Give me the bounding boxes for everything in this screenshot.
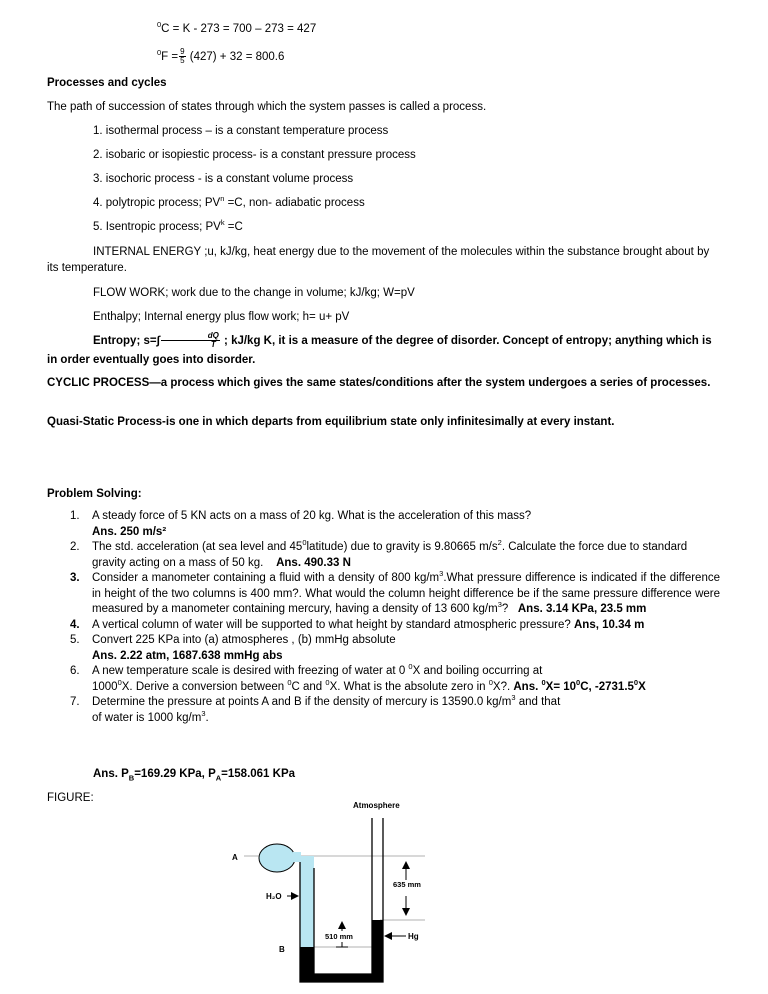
problem-2: 2. The std. acceleration (at sea level and $45^0latitude$) due to gravity is 9.80665 $m/s^2$. Calculate the force due to standard gravity acting on a mass of 50 kg. Ans. 490.33 N [70, 538, 688, 569]
problem-7: 7. Determine the pressure at points A and B if the density of mercury is 13590.0 $kg/m^3$ and that of water is 1000 $kg/m^3$. [70, 693, 561, 724]
problem-3: 3. Consider a manometer containing a fluid with a density of 800 $kg/m^3.What$ pressure difference is indicated if the difference in height of the two columns is 400 mm?. What would the column height difference be if the same pressure difference were measured by a manometer containing mercury, having a density of 13 600 $kg/m^3$? Ans. 3.14 KPa, 23.5 mm [70, 569, 720, 615]
answer-7: Ans. $P_B=169.29$ KPa, $P_A=158.061$ KPa [93, 768, 296, 783]
point-b-label: B [279, 945, 285, 954]
process-item-polytropic: 4. polytropic process; $PV^n =C$, non- adiabatic process [93, 194, 365, 209]
processes-heading: Processes and cycles [47, 77, 167, 89]
answer-6: Ans. $^0X= 10^0C$, -2731.5$^0$X [513, 677, 646, 693]
cyclic-process-definition: CYCLIC PROCESS—a process which gives the same states/conditions after the system undergoes a series of processes. [47, 377, 711, 389]
fraction-9-5: $\frac{9}{5}$ [180, 47, 185, 66]
mercury-label: Hg [408, 932, 419, 941]
problem-4: 4. A vertical column of water will be supported to what height by standard atmospheric pressure? Ans, 10.34 m [70, 618, 645, 631]
fahrenheit-formula: $^0$F = $\frac{9}{5}$ (427) + 32 = 800.6 [157, 47, 285, 66]
dim-510-label: 510 mm [325, 932, 353, 941]
problem-5: 5. Convert 225 KPa into (a) atmospheres , (b) mmHg absolute Ans. 2.22 atm, 1687.638 mmHg abs [70, 634, 396, 662]
answer-5: Ans. 2.22 atm, 1687.638 mmHg abs [92, 649, 283, 662]
vessel-a [259, 844, 295, 872]
mercury-bottom [300, 974, 383, 982]
atmosphere-label: Atmosphere [353, 801, 400, 810]
answer-3: Ans. 3.14 KPa, 23.5 mm [517, 603, 647, 615]
answer-2: Ans. 490.33 N [276, 556, 351, 569]
process-item-isochoric: 3. isochoric process - is a constant volume process [93, 173, 354, 185]
problem-1: 1. A steady force of 5 KN acts on a mass of 20 kg. What is the acceleration of this mass? Ans. 250 m/s² [70, 510, 532, 538]
answer-4: Ans, 10.34 m [573, 618, 645, 631]
problem-solving-heading: Problem Solving: [47, 488, 142, 500]
water-column [300, 856, 314, 948]
process-definition: The path of succession of states through which the system passes is called a process. [47, 101, 487, 113]
problem-6: 6. A new temperature scale is desired with freezing of water at 0 $^0$X and boiling occurring at 1000$^0$X. Derive a conversion between $^0$C and $^0$X. What is the absolute zero in $^0$X?. Ans. $^0X= 10^0C$, -2731.5$^0$X [70, 662, 646, 693]
point-a-label: A [232, 853, 238, 862]
process-item-isentropic: 5. Isentropic process; $PV^k =C$ [93, 218, 243, 233]
figure-caption: FIGURE: [47, 792, 94, 804]
process-item-isothermal: 1. isothermal process – is a constant temperature process [93, 125, 389, 137]
quasi-static-definition: Quasi-Static Process-is one in which departs from equilibrium state only infinitesimally at every instant. [47, 416, 615, 428]
mercury-right [372, 920, 383, 980]
fraction-dq-t: $\frac{dQ}{T}$ [161, 332, 220, 349]
flow-work-definition: FLOW WORK; work due to the change in volume; kJ/kg; W=pV [93, 287, 415, 299]
bulb-connector [293, 852, 301, 862]
water-label: H₂O [266, 892, 282, 901]
enthalpy-definition: Enthalpy; Internal energy plus flow work; h= u+ pV [93, 311, 350, 323]
process-item-isobaric: 2. isobaric or isopiestic process- is a constant pressure process [93, 149, 416, 161]
answer-1: Ans. 250 m/s² [92, 525, 167, 538]
entropy-definition: Entropy; s=∫ $\frac{dQ}{T}$ ; kJ/kg K, it is a measure of the degree of disorder. Concept of entropy; anything which is in order eventually goes into disorder. [47, 331, 712, 366]
dim-635-label: 635 mm [393, 880, 421, 889]
internal-energy-definition: INTERNAL ENERGY ;u, kJ/kg, heat energy due to the movement of the molecules within the substance brought about by its temperature. [47, 246, 710, 274]
celsius-formula: $^0$C = K - 273 = 700 – 273 = 427 [157, 20, 317, 35]
u-tube-inner [314, 818, 372, 974]
